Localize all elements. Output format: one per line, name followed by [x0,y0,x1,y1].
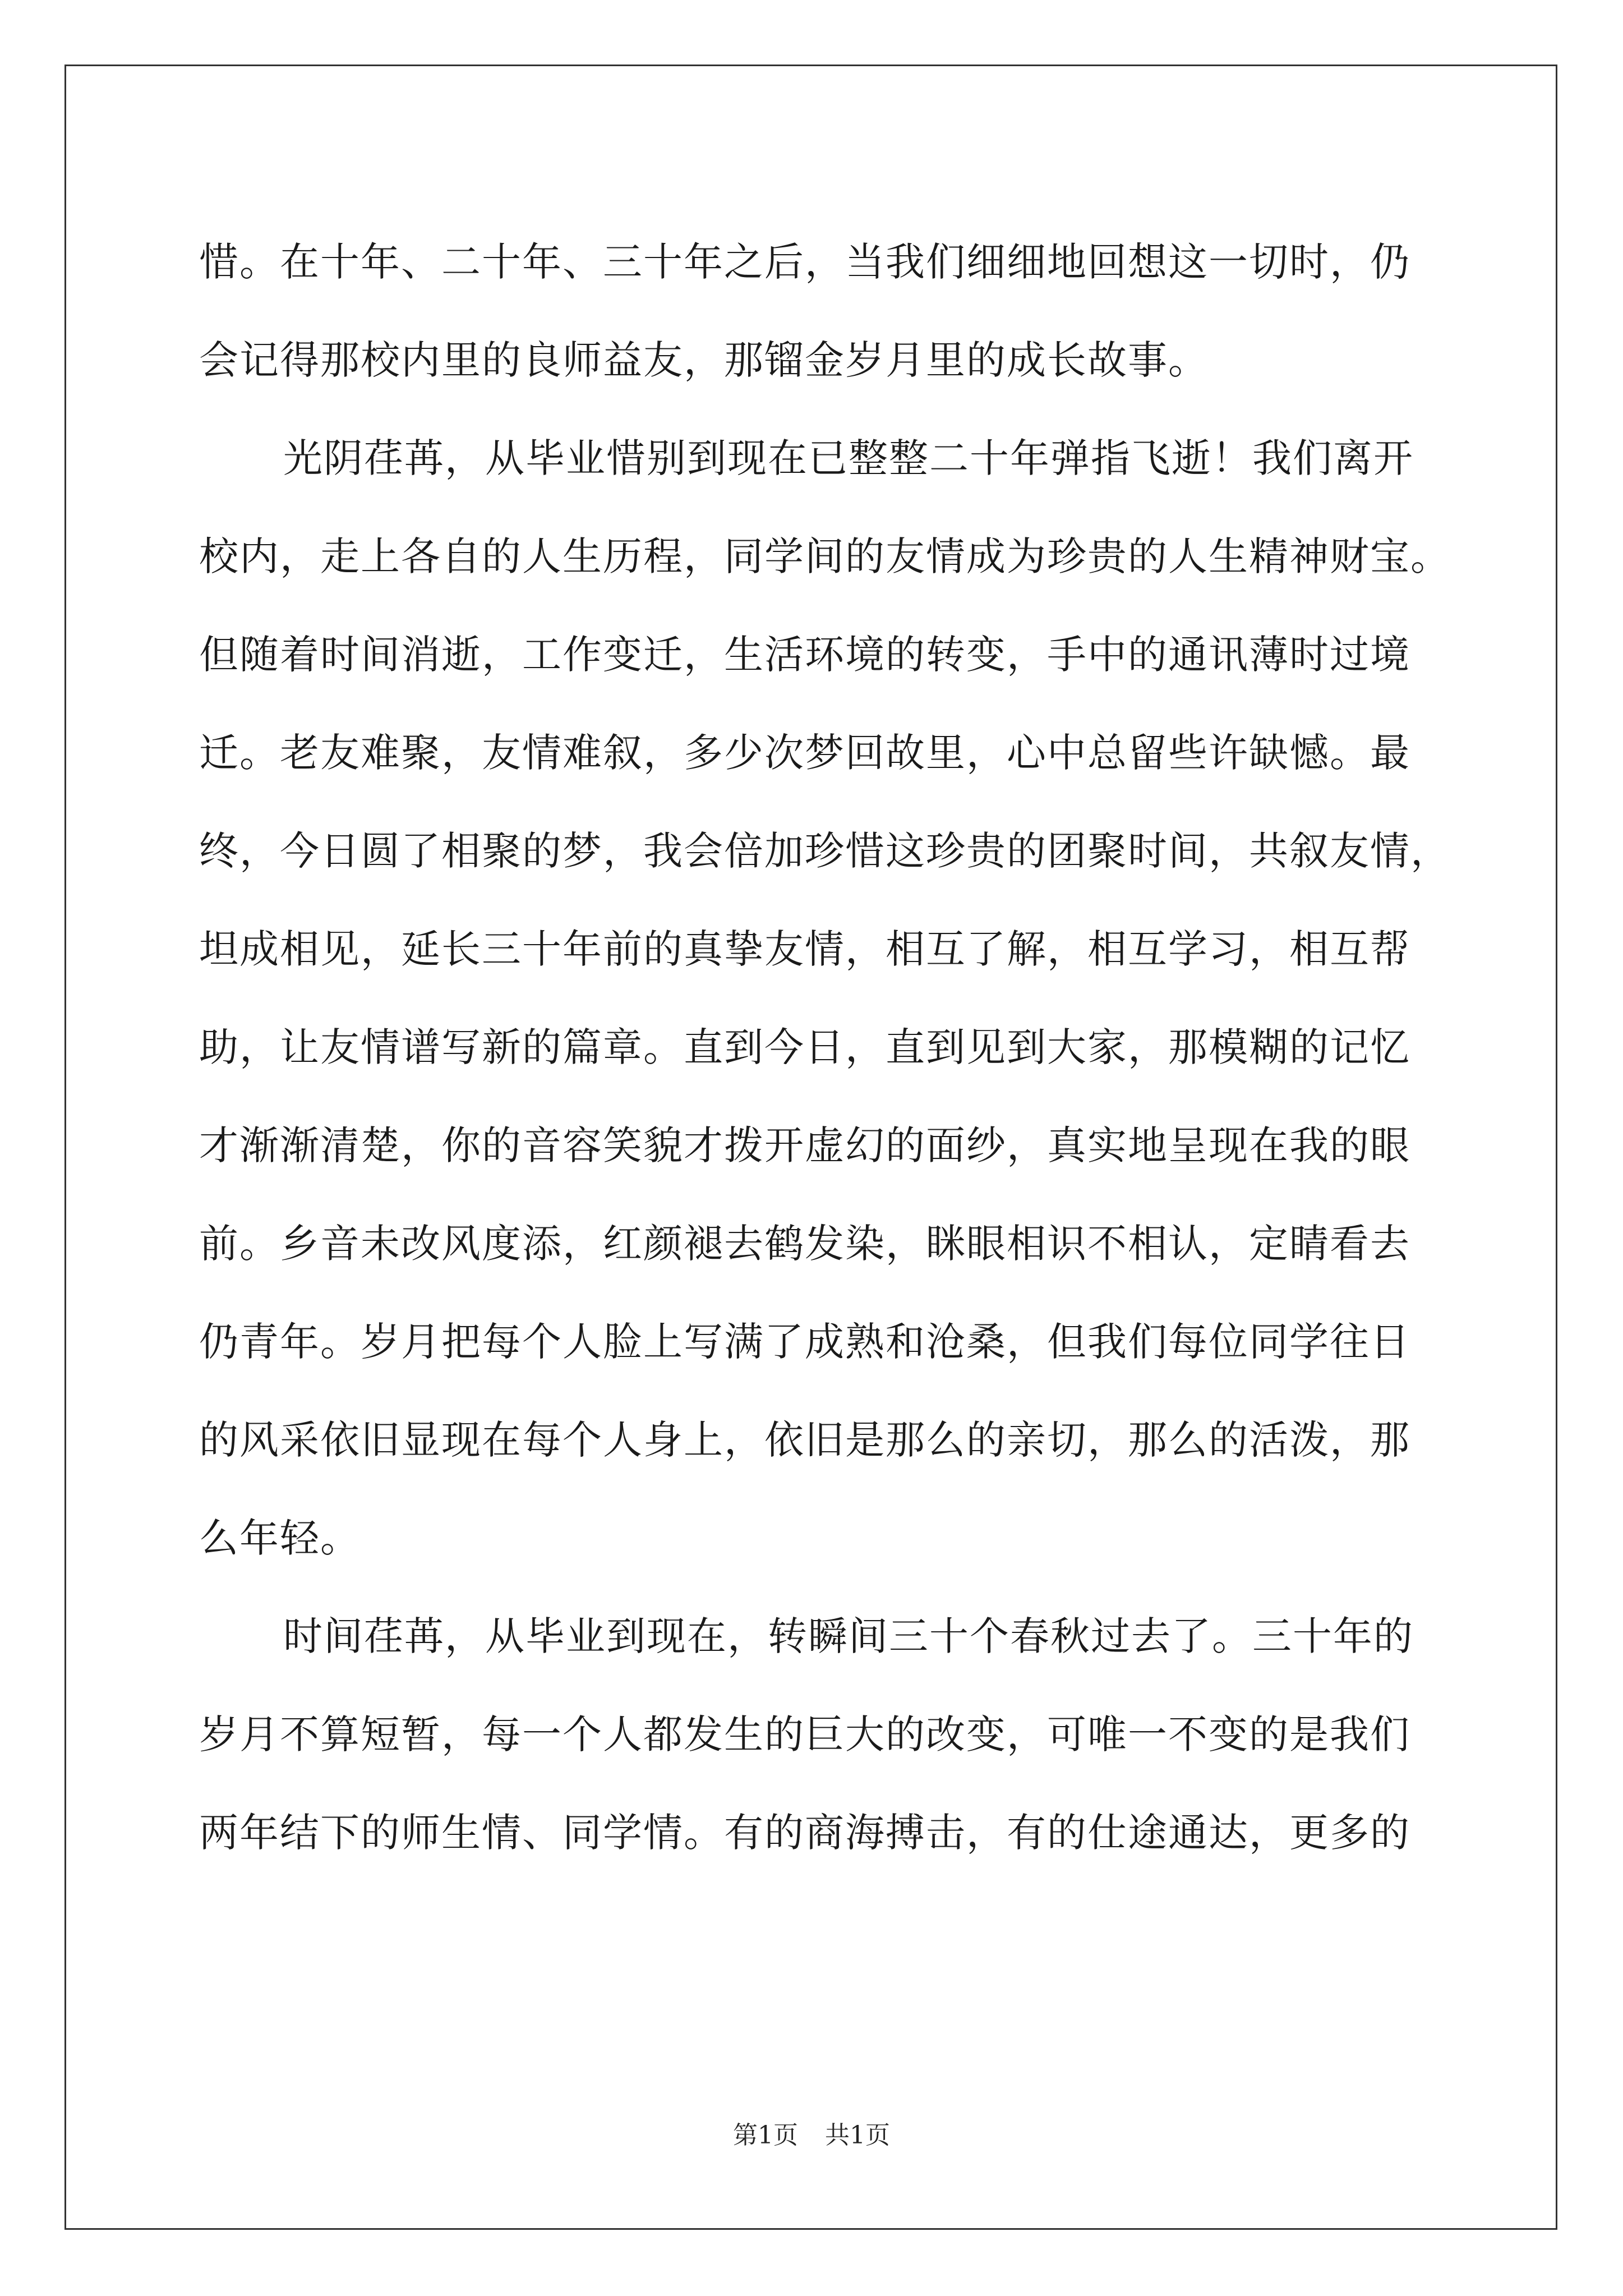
text-line: 仍青年。岁月把每个人脸上写满了成熟和沧桑，但我们每位同学往日 [199,1319,1410,1365]
page-total: 共1页 [825,2121,890,2150]
text-line: 才渐渐清楚，你的音容笑貌才拨开虚幻的面纱，真实地呈现在我的眼 [199,1122,1410,1168]
text-line: 两年结下的师生情、同学情。有的商海搏击，有的仕途通达，更多的 [199,1810,1410,1856]
text-line: 前。乡音未改风度添，红颜褪去鹤发染，眯眼相识不相认，定睛看去 [199,1221,1410,1267]
text-line: 终，今日圆了相聚的梦，我会倍加珍惜这珍贵的团聚时间，共叙友情， [199,828,1451,874]
text-line: 会记得那校内里的良师益友，那镏金岁月里的成长故事。 [199,337,1209,383]
page-footer [0,2115,1623,2151]
text-line: 岁月不算短暂，每一个人都发生的巨大的改变，可唯一不变的是我们 [199,1711,1410,1757]
text-line: 坦成相见，延长三十年前的真挚友情，相互了解，相互学习，相互帮 [199,926,1410,972]
text-line: 么年轻。 [199,1515,361,1561]
page-number: 第1页 [733,2121,798,2150]
text-line: 助，让友情谱写新的篇章。直到今日，直到见到大家，那模糊的记忆 [199,1024,1410,1070]
paragraph [199,1588,1438,1882]
text-line: 但随着时间消逝，工作变迁，生活环境的转变，手中的通讯薄时过境 [199,632,1410,678]
text-line: 光阴荏苒，从毕业惜别到现在已整整二十年弹指飞逝！我们离开 [283,435,1414,481]
text-line: 时间荏苒，从毕业到现在，转瞬间三十个春秋过去了。三十年的 [283,1613,1414,1659]
paragraph [199,213,1438,409]
text-line: 惜。在十年、二十年、三十年之后，当我们细细地回想这一切时，仍 [199,239,1410,285]
text-line: 的风采依旧显现在每个人身上，依旧是那么的亲切，那么的活泼，那 [199,1417,1410,1463]
text-line: 迁。老友难聚，友情难叙，多少次梦回故里，心中总留些许缺憾。最 [199,730,1410,776]
text-line: 校内，走上各自的人生历程，同学间的友情成为珍贵的人生精神财宝。 [199,533,1451,579]
document-body [199,213,1451,1882]
paragraph [199,409,1451,1588]
